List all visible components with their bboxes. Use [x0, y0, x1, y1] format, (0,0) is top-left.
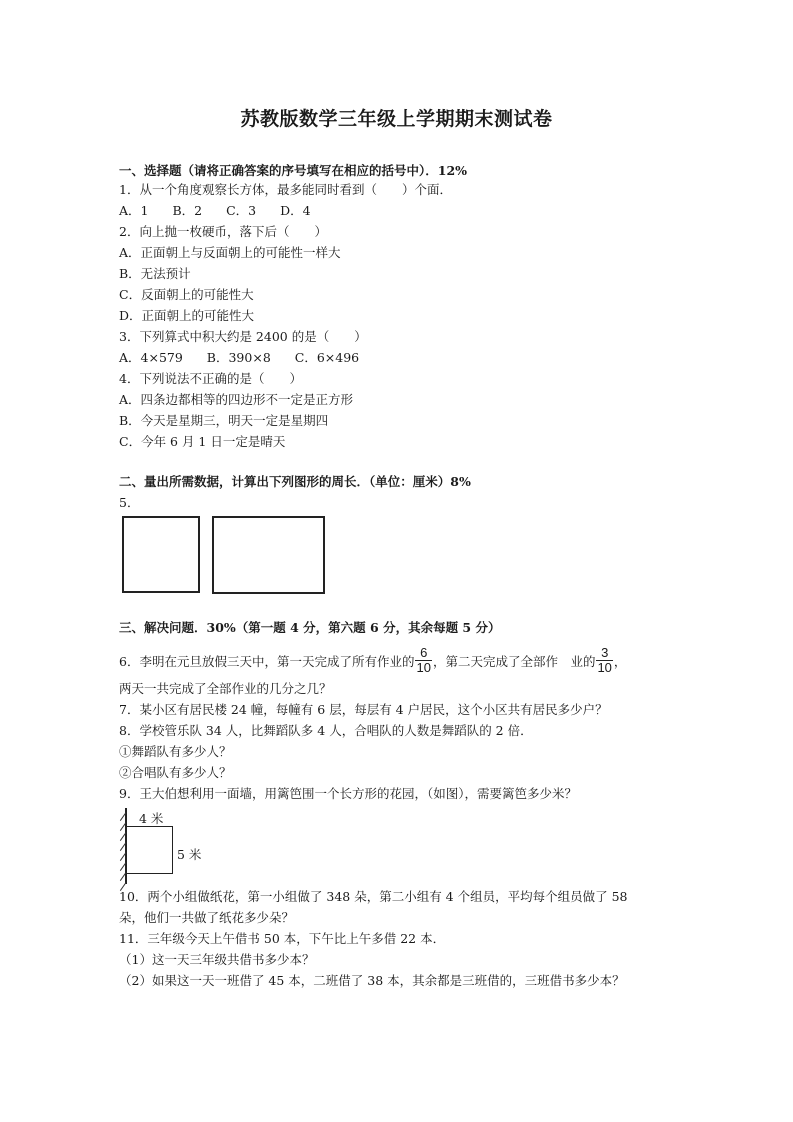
numerator: 3: [596, 646, 612, 661]
question-11-sub-2: （2）如果这一天一班借了 45 本，二班借了 38 本，其余都是三班借的，三班借书多少本？: [119, 973, 625, 988]
rectangle-figure: [212, 516, 325, 594]
garden-rectangle: [127, 826, 173, 874]
question-6-text-b: ，第二天完成了全部作 业的: [432, 654, 596, 669]
section-2-heading: 二、量出所需数据，计算出下列图形的周长．（单位：厘米）8%: [119, 474, 471, 489]
question-6-text-c: ，: [613, 654, 627, 669]
question-11-stem: 11．三年级今天上午借书 50 本，下午比上午多借 22 本．: [119, 931, 446, 946]
question-3-options: [119, 350, 379, 366]
option-a: A．1: [119, 203, 149, 218]
square-figure: [122, 516, 200, 593]
question-10-line-1: 10．两个小组做纸花，第一小组做了 348 朵，第二小组有 4 个组员，平均每个组员做了 58: [119, 889, 628, 904]
question-8-sub-1: ①舞蹈队有多少人？: [119, 744, 232, 759]
question-5-stem: 5．: [119, 495, 140, 510]
question-1-options: [119, 203, 331, 219]
question-2-option-c: C．反面朝上的可能性大: [119, 287, 254, 302]
fraction-3-10: [596, 646, 612, 675]
denominator: 10: [597, 660, 612, 675]
question-7: 7．某小区有居民楼 24 幢，每幢有 6 层，每层有 4 户居民，这个小区共有居民多少户？: [119, 702, 608, 717]
question-11-sub-1: （1）这一天三年级共借书多少本？: [119, 952, 315, 967]
question-6-line-2: 两天一共完成了全部作业的几分之几？: [119, 681, 332, 696]
question-1-stem: 1．从一个角度观察长方体，最多能同时看到（ ）个面．: [119, 182, 452, 197]
question-10-line-2: 朵，他们一共做了纸花多少朵？: [119, 910, 295, 925]
page-title: 苏教版数学三年级上学期期末测试卷: [240, 108, 553, 130]
section-1-heading: 一、选择题（请将正确答案的序号填写在相应的括号中）．12%: [119, 163, 468, 178]
option-c: C．3: [226, 203, 257, 218]
question-6-line-1: [119, 645, 627, 677]
section-3-heading: 三、解决问题．30%（第一题 4 分，第六题 6 分，其余每题 5 分）: [119, 620, 501, 635]
question-2-option-a: A．正面朝上与反面朝上的可能性一样大: [119, 245, 341, 260]
numerator: 6: [415, 646, 431, 661]
option-b: B．390×8: [206, 350, 271, 365]
denominator: 10: [416, 660, 431, 675]
question-6-text-a: 6．李明在元旦放假三天中，第一天完成了所有作业的: [119, 654, 415, 669]
question-8-stem: 8．学校管乐队 34 人，比舞蹈队多 4 人，合唱队的人数是舞蹈队的 2 倍．: [119, 723, 533, 738]
question-2-stem: 2．向上抛一枚硬币，落下后（ ）: [119, 224, 327, 239]
question-2-option-d: D．正面朝上的可能性大: [119, 308, 255, 323]
option-b: B．2: [172, 203, 203, 218]
fraction-6-10: [415, 646, 431, 675]
question-2-option-b: B．无法预计: [119, 266, 191, 281]
width-label: 4 米: [139, 811, 164, 826]
height-label: 5 米: [177, 847, 202, 862]
question-3-stem: 3．下列算式中积大约是 2400 的是（ ）: [119, 329, 367, 344]
question-4-option-a: A．四条边都相等的四边形不一定是正方形: [119, 392, 354, 407]
question-8-sub-2: ②合唱队有多少人？: [119, 765, 232, 780]
question-4-option-b: B．今天是星期三，明天一定是星期四: [119, 413, 329, 428]
question-4-stem: 4．下列说法不正确的是（ ）: [119, 371, 302, 386]
option-d: D．4: [280, 203, 311, 218]
question-4-option-c: C．今年 6 月 1 日一定是晴天: [119, 434, 286, 449]
option-c: C．6×496: [294, 350, 360, 365]
question-9-stem: 9．王大伯想利用一面墙，用篱笆围一个长方形的花园，（如图），需要篱笆多少米？: [119, 786, 577, 801]
option-a: A．4×579: [119, 350, 183, 365]
